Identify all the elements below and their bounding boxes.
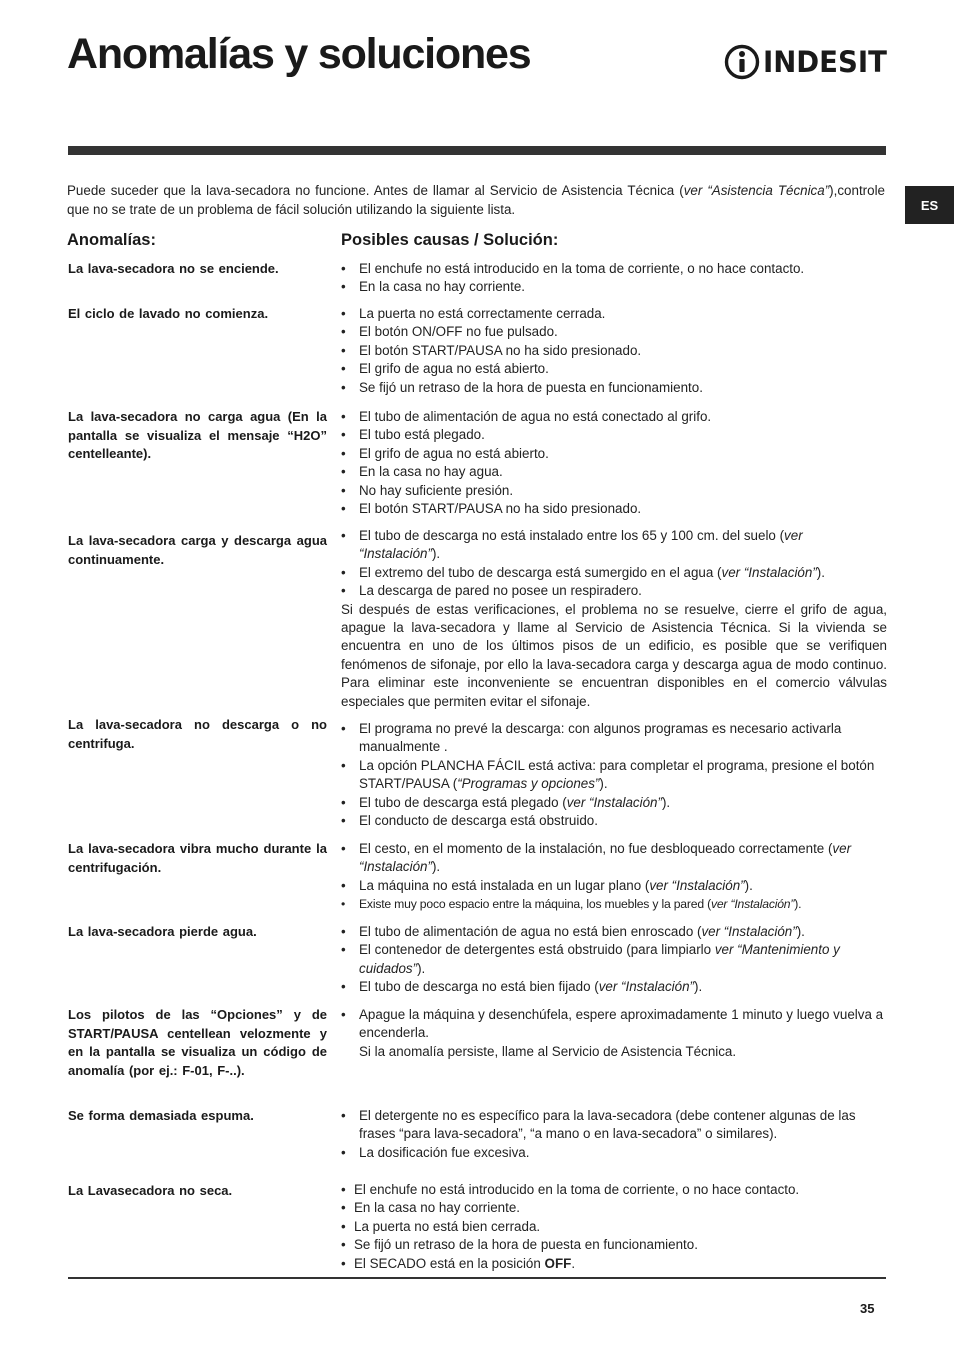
list-item: • Existe muy poco espacio entre la máquina, los muebles y la pared (ver “Instalación”). xyxy=(341,895,887,913)
solutions-heading: Posibles causas / Solución: xyxy=(341,231,559,249)
list-item: • El botón ON/OFF no fue pulsado. xyxy=(341,323,887,341)
brand-name: INDESIT xyxy=(763,45,887,79)
problem-label: La lava-secadora vibra mucho durante la centrifugación. xyxy=(68,841,327,875)
problem-label: Se forma demasiada espuma. xyxy=(68,1108,254,1123)
list-item: • En la casa no hay corriente. xyxy=(341,1199,887,1217)
list-item: • La dosificación fue excesiva. xyxy=(341,1144,887,1162)
problem-label: Los pilotos de las “Opciones” y de START/PAUSA centellean velozmente y en la pantalla se visualiza un código de anomalía (por ej.: F-01, F-..). xyxy=(68,1007,327,1078)
list-item: • El enchufe no está introducido en la toma de corriente, o no hace contacto. xyxy=(341,260,887,278)
solution-cell xyxy=(341,408,887,518)
list-item: • El tubo de descarga está plegado (ver “Instalación”). xyxy=(341,794,887,812)
solution-cell xyxy=(341,527,887,711)
intro-paragraph: Puede suceder que la lava-secadora no funcione. Antes de llamar al Servicio de Asistencia Técnica (ver “Asistencia Técnica”),controle que no se trate de un problema de fácil solución utilizando la siguiente lista. xyxy=(67,183,885,217)
list-item: • El grifo de agua no está abierto. xyxy=(341,445,887,463)
list-item: • El tubo de descarga no está instalado entre los 65 y 100 cm. del suelo (ver “Instalación”). xyxy=(341,527,887,564)
solution-cell xyxy=(341,1107,887,1162)
problem-label: La lava-secadora no se enciende. xyxy=(68,261,279,276)
list-item: • El grifo de agua no está abierto. xyxy=(341,360,887,378)
problem-label: La lava-secadora pierde agua. xyxy=(68,924,257,939)
list-item: • El botón START/PAUSA no ha sido presionado. xyxy=(341,342,887,360)
note-paragraph: Si después de estas verificaciones, el problema no se resuelve, cierre el grifo de agua, apague la lava-secadora y llame al Servicio de Asistencia Técnica. Si la vivienda se encuentra en uno de los últimos pisos de un edificio, es posible que se verifiquen fenómenos de sifonaje, por ello la lava-secadora carga y descarga agua de modo continuo. Para eliminar este inconveniente se encuentran disponibles en el comercio válvulas especiales que permiten evitar el sifonaje. xyxy=(341,601,887,709)
info-i-icon xyxy=(724,42,760,82)
list-item: • El tubo de descarga no está bien fijado (ver “Instalación”). xyxy=(341,978,887,996)
problem-label: El ciclo de lavado no comienza. xyxy=(68,306,269,321)
bottom-rule xyxy=(68,1277,886,1279)
list-item: • El conducto de descarga está obstruido. xyxy=(341,812,887,830)
top-rule xyxy=(68,146,886,155)
list-item: • Apague la máquina y desenchúfela, espere aproximadamente 1 minuto y luego vuelva a encenderla. xyxy=(341,1006,887,1043)
problem-label: La lava-secadora carga y descarga agua continuamente. xyxy=(68,533,327,567)
list-item: • La puerta no está correctamente cerrada. xyxy=(341,305,887,323)
list-item: • El tubo de alimentación de agua no está bien enroscado (ver “Instalación”). xyxy=(341,923,887,941)
solution-cell xyxy=(341,923,887,997)
solution-cell xyxy=(341,1181,887,1273)
solution-cell xyxy=(341,720,887,830)
solution-cell xyxy=(341,305,887,397)
list-item: • Se fijó un retraso de la hora de puesta en funcionamiento. xyxy=(341,379,887,397)
page-number: 35 xyxy=(860,1301,875,1316)
list-item: • Se fijó un retraso de la hora de puesta en funcionamiento. xyxy=(341,1236,887,1254)
list-item: • En la casa no hay agua. xyxy=(341,463,887,481)
list-item: • El tubo de alimentación de agua no está conectado al grifo. xyxy=(341,408,887,426)
language-tab: ES xyxy=(905,186,954,224)
list-item: • El tubo está plegado. xyxy=(341,426,887,444)
list-item: • El enchufe no está introducido en la toma de corriente, o no hace contacto. xyxy=(341,1181,887,1199)
list-item: • El botón START/PAUSA no ha sido presionado. xyxy=(341,500,887,518)
list-item: • La puerta no está bien cerrada. xyxy=(341,1218,887,1236)
page-title: Anomalías y soluciones xyxy=(67,30,531,78)
list-item: • El detergente no es específico para la lava-secadora (debe contener algunas de las frases “para lava-secadora”, “a mano o en lava-secadora” o similares). xyxy=(341,1107,887,1144)
problem-label: La lava-secadora no descarga o no centrifuga. xyxy=(68,717,327,751)
solution-cell xyxy=(341,1006,887,1061)
solution-cell xyxy=(341,840,887,914)
list-item: • La descarga de pared no posee un respiradero. xyxy=(341,582,887,600)
list-item: • En la casa no hay corriente. xyxy=(341,278,887,296)
list-item: • La opción PLANCHA FÁCIL está activa: para completar el programa, presione el botón START/PAUSA (“Programas y opciones”). xyxy=(341,757,887,794)
solution-cell xyxy=(341,260,887,297)
list-item: • La máquina no está instalada en un lugar plano (ver “Instalación”). xyxy=(341,877,887,895)
list-item: • El SECADO está en la posición OFF. xyxy=(341,1255,887,1273)
anomalies-heading: Anomalías: xyxy=(67,231,156,249)
brand-logo xyxy=(724,42,893,82)
list-item: • El programa no prevé la descarga: con algunos programas es necesario activarla manualmente . xyxy=(341,720,887,757)
list-item: • No hay suficiente presión. xyxy=(341,482,887,500)
list-item: • El cesto, en el momento de la instalación, no fue desbloqueado correctamente (ver “Instalación”). xyxy=(341,840,887,877)
problem-label: La Lavasecadora no seca. xyxy=(68,1183,233,1198)
list-item: • El extremo del tubo de descarga está sumergido en el agua (ver “Instalación”). xyxy=(341,564,887,582)
problem-label: La lava-secadora no carga agua (En la pantalla se visualiza el mensaje “H2O” centelleante). xyxy=(68,409,327,461)
list-item: • El contenedor de detergentes está obstruido (para limpiarlo ver “Mantenimiento y cuidados”). xyxy=(341,941,887,978)
continuation-text: Si la anomalía persiste, llame al Servicio de Asistencia Técnica. xyxy=(359,1043,737,1059)
